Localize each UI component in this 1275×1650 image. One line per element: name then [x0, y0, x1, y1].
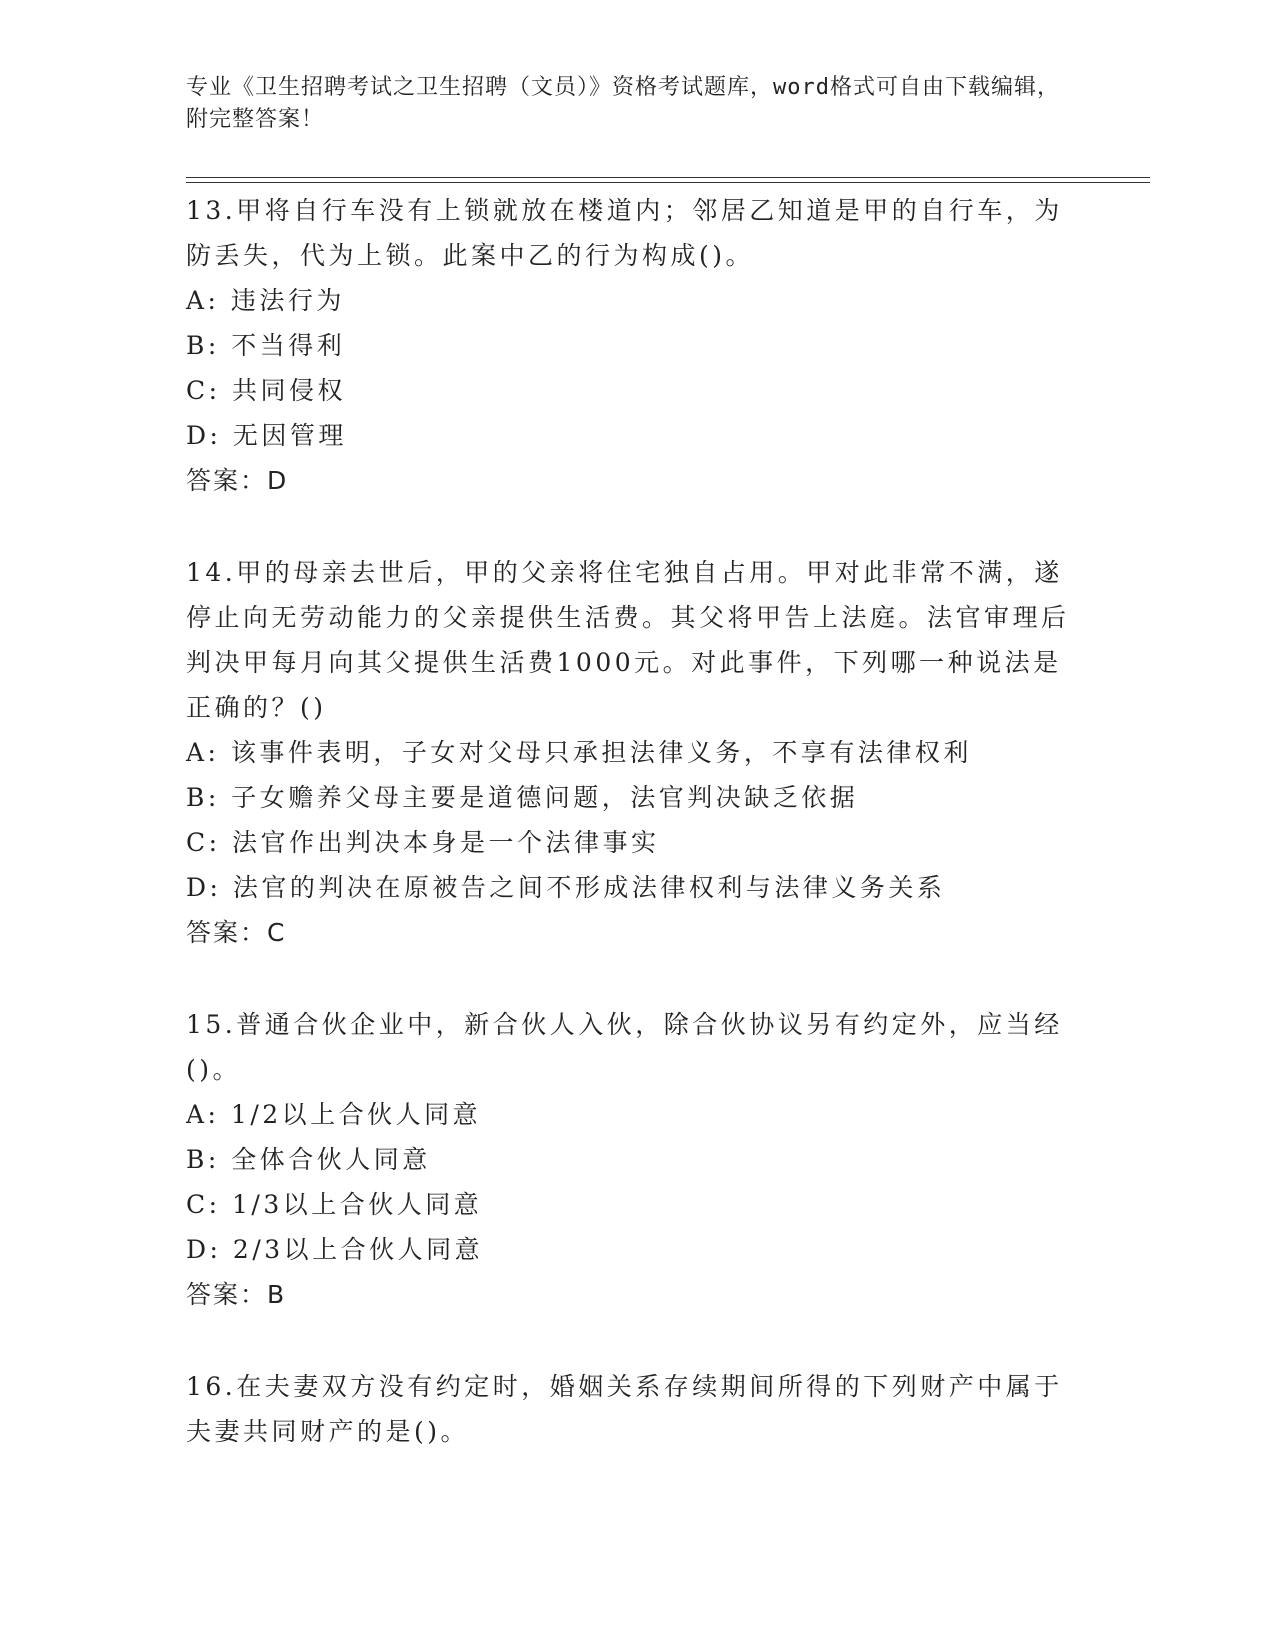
question-stem: 14.甲的母亲去世后，甲的父亲将住宅独自占用。甲对此非常不满，遂停止向无劳动能力的父亲提供生活费。其父将甲告上法庭。法官审理后判决甲每月向其父提供生活费1000元。对此事件，下列哪一种说法是正确的？() [186, 558, 1070, 722]
answer-label: 答案：D [186, 466, 289, 495]
document-header: 专业《卫生招聘考试之卫生招聘（文员）》资格考试题库，word格式可自由下载编辑，附完整答案！ [186, 75, 1060, 132]
answer-label: 答案：C [186, 918, 287, 947]
question-stem: 13.甲将自行车没有上锁就放在楼道内；邻居乙知道是甲的自行车，为防丢失，代为上锁。此案中乙的行为构成()。 [186, 196, 1063, 270]
question-list [186, 188, 1086, 1501]
option-d: D: 2/3以上合伙人同意 [186, 1235, 484, 1264]
question-14 [186, 550, 1086, 955]
question-stem: 16.在夫妻双方没有约定时，婚姻关系存续期间所得的下列财产中属于夫妻共同财产的是()。 [186, 1372, 1063, 1446]
option-d: D: 无因管理 [186, 421, 347, 450]
option-b: B: 子女赡养父母主要是道德问题，法官判决缺乏依据 [186, 783, 859, 812]
option-a: A: 违法行为 [186, 286, 345, 315]
question-15 [186, 1002, 1086, 1317]
option-c: C: 法官作出判决本身是一个法律事实 [186, 828, 660, 857]
option-a: A: 该事件表明，子女对父母只承担法律义务，不享有法律权利 [186, 738, 972, 767]
option-a: A: 1/2以上合伙人同意 [186, 1100, 482, 1129]
question-16 [186, 1364, 1086, 1454]
header-divider-top [186, 177, 1150, 178]
option-c: C: 共同侵权 [186, 376, 346, 405]
option-b: B: 不当得利 [186, 331, 346, 360]
answer-label: 答案：B [186, 1280, 287, 1309]
option-d: D: 法官的判决在原被告之间不形成法律权利与法律义务关系 [186, 873, 946, 902]
option-b: B: 全体合伙人同意 [186, 1145, 431, 1174]
question-stem: 15.普通合伙企业中，新合伙人入伙，除合伙协议另有约定外，应当经()。 [186, 1010, 1063, 1084]
question-13 [186, 188, 1086, 503]
option-c: C: 1/3以上合伙人同意 [186, 1190, 483, 1219]
header-divider-bottom [186, 182, 1150, 183]
